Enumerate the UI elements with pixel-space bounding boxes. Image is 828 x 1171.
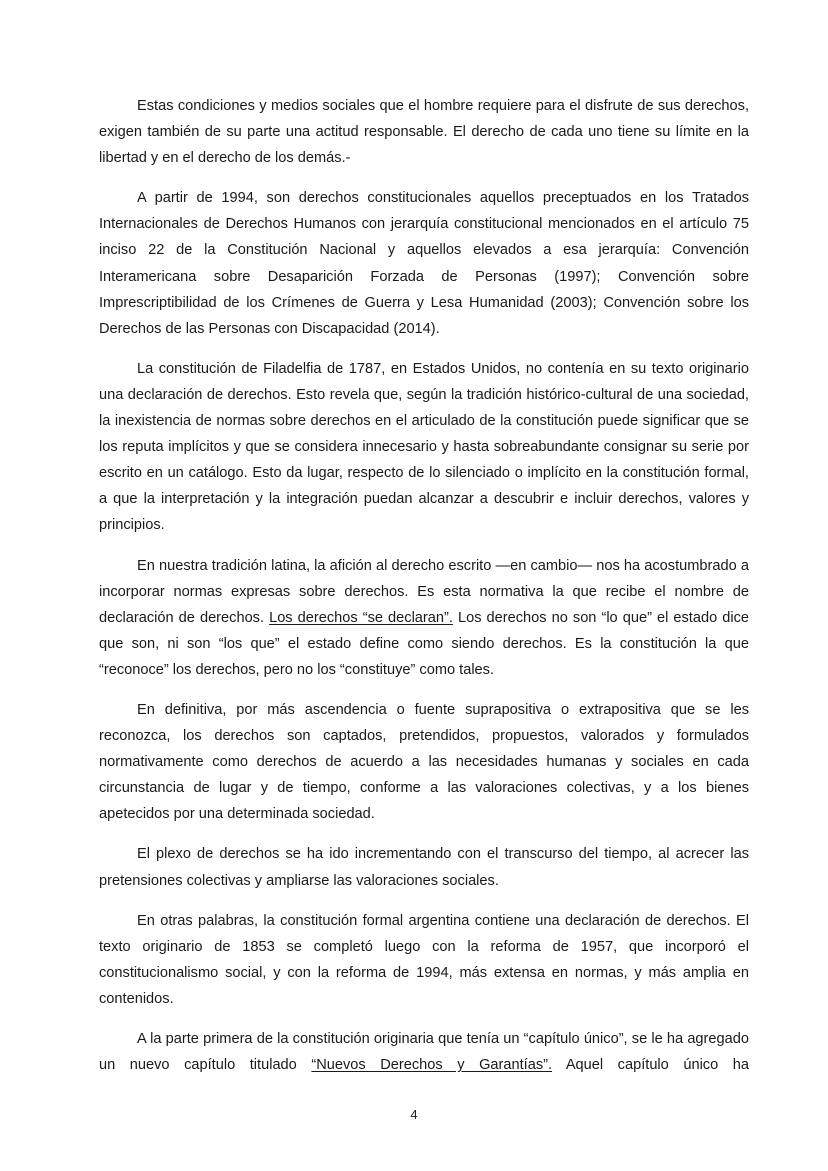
underlined-phrase: Los derechos “se declaran”. — [269, 609, 453, 626]
paragraph-text: En definitiva, por más ascendencia o fuente suprapositiva o extrapositiva que se les reconozca, los derechos son captados, pretendidos, propuestos, valorados y formulados normativamente como derechos de acuerdo a las necesidades humanas y sociales en cada circunstancia de lugar y de tiempo, conforme a las valoraciones colectivas, y a los bienes apetecidos por una determinada sociedad. — [99, 701, 749, 823]
paragraph-text: En otras palabras, la constitución formal argentina contiene una declaración de derechos. El texto originario de 1853 se completó luego con la reforma de 1957, que incorporó el constitucionalismo social, y con la reforma de 1994, más extensa en normas, y más amplia en contenidos. — [99, 912, 749, 1007]
paragraph-text: El plexo de derechos se ha ido incrementando con el transcurso del tiempo, al acrecer las pretensiones colectivas y ampliarse las valoraciones sociales. — [99, 846, 749, 889]
underlined-phrase: “Nuevos Derechos y Garantías”. — [311, 1057, 553, 1074]
page-number: 4 — [410, 1107, 418, 1122]
paragraph-text: Aquel capítulo único ha — [552, 1057, 749, 1074]
paragraph-text: La constitución de Filadelfia de 1787, en Estados Unidos, no contenía en su texto originario una declaración de derechos. Esto revela que, según la tradición histórico-cultural de una sociedad, la inexistencia de normas sobre derechos en el articulado de la constitución puede significar que se los reputa implícitos y que se considera innecesario y hasta sobreabundante consignar su serie por escrito en un catálogo. Esto da lugar, respecto de lo silenciado o implícito en la constitución formal, a que la interpretación y la integración puedan alcanzar a descubrir e incluir derechos, valores y principios. — [99, 360, 749, 534]
paragraph-7 — [99, 908, 749, 1012]
paragraph-text: A la parte primera de la constitución originaria que tenía un “capítulo único”, se le ha agregado un nuevo capítulo titulado — [99, 1031, 749, 1074]
document-body — [99, 93, 749, 1092]
paragraph-4 — [99, 553, 749, 683]
paragraph-2 — [99, 185, 749, 342]
paragraph-5 — [99, 697, 749, 827]
paragraph-3 — [99, 356, 749, 539]
paragraph-text: A partir de 1994, son derechos constitucionales aquellos preceptuados en los Tratados Internacionales de Derechos Humanos con jerarquía constitucional mencionados en el artículo 75 inciso 22 de la Constitución Nacional y aquellos elevados a esa jerarquía: Convención Interamericana sobre Desaparición Forzada de Personas (1997); Convención sobre Imprescriptibilidad de los Crímenes de Guerra y Lesa Humanidad (2003); Convención sobre los Derechos de las Personas con Discapacidad (2014). — [99, 190, 749, 337]
paragraph-6 — [99, 841, 749, 893]
paragraph-text: Los derechos no son “lo que” el estado dice que son, ni son “los que” el estado define como siendo derechos. Es la constitución la que “reconoce” los derechos, pero no los “constituye” como tales. — [99, 609, 749, 678]
paragraph-1 — [99, 93, 749, 171]
paragraph-text: Estas condiciones y medios sociales que el hombre requiere para el disfrute de sus derechos, exigen también de su parte una actitud responsable. El derecho de cada uno tiene su límite en la libertad y en el derecho de los demás.- — [99, 98, 749, 167]
paragraph-text: En nuestra tradición latina, la afición al derecho escrito —en cambio— nos ha acostumbrado a incorporar normas expresas sobre derechos. Es esta normativa la que recibe el nombre de declaración de derechos. — [99, 557, 749, 626]
paragraph-8 — [99, 1026, 749, 1078]
